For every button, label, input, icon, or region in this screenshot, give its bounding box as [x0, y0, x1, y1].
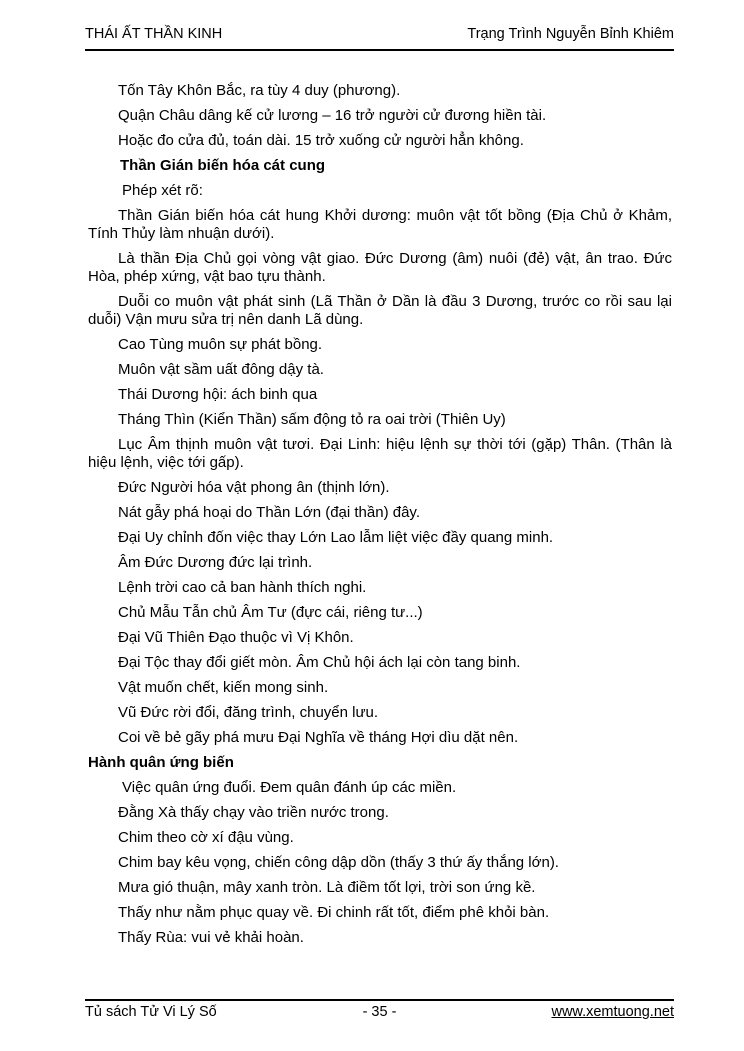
paragraph: Coi về bẻ gãy phá mưu Đại Nghĩa về tháng Hợi dìu dặt nên.	[118, 729, 519, 746]
paragraph: Lệnh trời cao cả ban hành thích nghi.	[118, 579, 367, 596]
paragraph: Thấy Rùa: vui vẻ khải hoàn.	[118, 929, 304, 946]
footer-rule	[85, 999, 674, 1001]
paragraph: Quận Châu dâng kế cử lương – 16 trở người cử đương hiền tài.	[118, 107, 547, 124]
paragraph: Đức Người hóa vật phong ân (thịnh lớn).	[118, 479, 390, 496]
header-author: Trạng Trình Nguyễn Bỉnh Khiêm	[467, 26, 674, 42]
header-book-title: THÁI ẤT THẦN KINH	[85, 26, 223, 42]
section-heading: Thần Gián biến hóa cát cung	[120, 157, 326, 174]
paragraph: Tốn Tây Khôn Bắc, ra tùy 4 duy (phương).	[118, 82, 401, 99]
paragraph: Lục Âm thịnh muôn vật tươi. Đại Linh: hiệu lệnh sự thời tới (gặp) Thân. (Thân là hiệu lệnh, việc tới gấp).	[88, 436, 672, 471]
paragraph: Nát gẫy phá hoại do Thần Lớn (đại thần) đây.	[118, 504, 420, 521]
paragraph: Chim bay kêu vọng, chiến công dập dồn (thấy 3 thứ ấy thắng lớn).	[118, 854, 559, 871]
paragraph: Việc quân ứng đuổi. Đem quân đánh úp các miền.	[122, 779, 457, 796]
footer-series-title: Tủ sách Tử Vi Lý Số	[85, 1004, 217, 1020]
document-body	[88, 82, 672, 954]
paragraph: Duỗi co muôn vật phát sinh (Lã Thần ở Dần là đầu 3 Dương, trước co rồi sau lại duỗi) Vận mưu sửa trị nên danh Lã dùng.	[88, 293, 672, 328]
page-header	[85, 26, 674, 42]
paragraph: Thấy như nằm phục quay về. Đi chinh rất tốt, điểm phê khỏi bàn.	[118, 904, 550, 921]
paragraph: Cao Tùng muôn sự phát bồng.	[118, 336, 323, 353]
paragraph: Vật muốn chết, kiến mong sinh.	[118, 679, 329, 696]
paragraph: Vũ Đức rời đổi, đăng trình, chuyển lưu.	[118, 704, 379, 721]
footer-page-number: - 35 -	[362, 1004, 397, 1020]
header-rule	[85, 49, 674, 51]
paragraph: Đại Uy chỉnh đốn việc thay Lớn Lao lẫm liệt việc đầy quang minh.	[118, 529, 554, 546]
section-heading: Hành quân ứng biến	[88, 754, 234, 771]
paragraph: Chủ Mẫu Tẫn chủ Âm Tư (đực cái, riêng tư...)	[118, 604, 423, 621]
paragraph: Thần Gián biến hóa cát hung Khởi dương: muôn vật tốt bồng (Địa Chủ ở Khảm, Tính Thủy làm nhuận dưới).	[88, 207, 672, 242]
paragraph: Âm Đức Dương đức lại trình.	[118, 554, 313, 571]
footer-website-link[interactable]: www.xemtuong.net	[551, 1004, 674, 1020]
paragraph: Hoặc đo cửa đủ, toán dài. 15 trở xuống cử người hẳn không.	[118, 132, 524, 149]
paragraph: Là thần Địa Chủ gọi vòng vật giao. Đức Dương (âm) nuôi (đẻ) vật, ân trao. Đức Hòa, phép xứng, vật bao tựu thành.	[88, 250, 672, 285]
paragraph: Đại Vũ Thiên Đạo thuộc vì Vị Khôn.	[118, 629, 354, 646]
paragraph: Mưa gió thuận, mây xanh tròn. Là điềm tốt lợi, trời son ứng kề.	[118, 879, 536, 896]
paragraph: Thái Dương hội: ách binh qua	[118, 386, 318, 403]
page-footer	[85, 1004, 674, 1020]
paragraph: Muôn vật sầm uất đông dậy tà.	[118, 361, 324, 378]
paragraph: Đại Tộc thay đổi giết mòn. Âm Chủ hội ách lại còn tang binh.	[118, 654, 521, 671]
paragraph: Chim theo cờ xí đậu vùng.	[118, 829, 294, 846]
paragraph: Đằng Xà thấy chạy vào triền nước trong.	[118, 804, 389, 821]
paragraph: Phép xét rõ:	[122, 182, 203, 199]
paragraph: Tháng Thìn (Kiển Thần) sấm động tỏ ra oai trời (Thiên Uy)	[118, 411, 506, 428]
